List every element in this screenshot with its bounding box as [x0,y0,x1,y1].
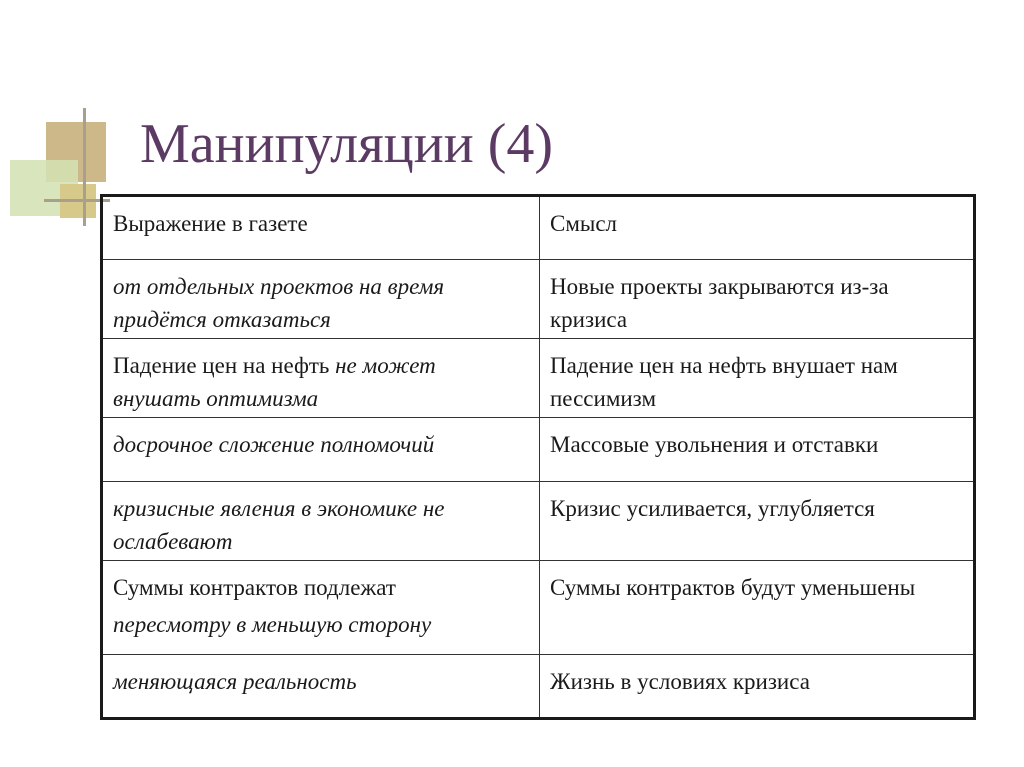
meaning-cell: Падение цен на нефть внушает нам пессимизм [540,339,975,418]
expression-text: кризисные явления в экономике не ослабевают [113,496,445,554]
expression-text: Суммы контрактов подлежат [113,575,396,600]
expression-text: Падение цен на нефть [113,353,336,378]
table-header-row [102,196,975,260]
expression-text: досрочное сложение полномочий [113,432,435,457]
table-row [102,418,975,482]
expression-cell [102,339,540,418]
header-expression: Выражение в газете [102,196,540,260]
expression-text: меняющаяся реальность [113,669,357,694]
deco-vertical-line [83,108,86,226]
expression-cell [102,482,540,561]
expression-cell [102,655,540,719]
expression-text-italic: пересмотру в меньшую сторону [113,612,432,637]
expression-text: от отдельных проектов на время придётся отказаться [113,274,445,332]
meaning-cell: Массовые увольнения и отставки [540,418,975,482]
corner-decoration [0,100,110,230]
table-row [102,260,975,339]
table-row [102,561,975,655]
expression-cell [102,260,540,339]
table-row [102,655,975,719]
expression-text-italic: не может внушать оптимизма [113,353,436,411]
comparison-table [100,194,976,720]
table-row [102,482,975,561]
meaning-cell: Жизнь в условиях кризиса [540,655,975,719]
meaning-cell: Суммы контрактов будут уменьшены [540,561,975,655]
meaning-cell: Новые проекты закрываются из-за кризиса [540,260,975,339]
header-meaning: Смысл [540,196,975,260]
expression-cell [102,561,540,655]
page-title: Манипуляции (4) [140,113,553,175]
expression-cell [102,418,540,482]
meaning-cell: Кризис усиливается, углубляется [540,482,975,561]
table-row [102,339,975,418]
